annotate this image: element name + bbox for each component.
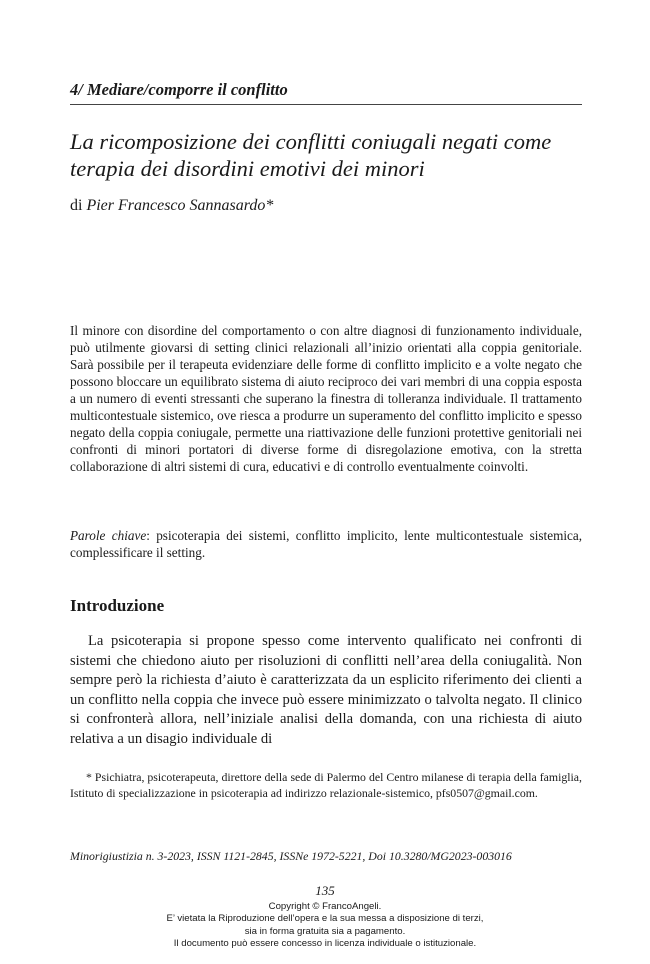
introduction-paragraph: La psicoterapia si propone spesso come intervento qualificato nei confronti di sistemi che chiedono aiuto per risoluzioni di conflitti nell’area della coniugalità. Non sempre però la richiesta d’aiuto è caratterizzata da un esplicito riferimento dei clienti a un conflitto nella coppia che invece può essere minimizzato o talvolta negato. Il clinico si confronterà allora, nell’iniziale analisi della domanda, con una richiesta di aiuto relativa a un disagio individuale di bbox=[70, 633, 582, 747]
page-number: 135 bbox=[315, 883, 335, 898]
keywords-label: Parole chiave bbox=[70, 528, 147, 543]
copyright-line: Copyright © FrancoAngeli. bbox=[268, 901, 382, 912]
copyright-line: Il documento può essere concesso in licenza individuale o istituzionale. bbox=[173, 938, 477, 950]
keywords bbox=[70, 527, 582, 561]
section-heading-introduction: Introduzione bbox=[70, 596, 165, 615]
author-line bbox=[70, 197, 273, 215]
article-title: La ricomposizione dei conflitti coniugali negati come terapia dei disordini emotivi dei minori bbox=[70, 129, 552, 181]
author-prefix: di bbox=[70, 197, 87, 214]
section-header: 4/ Mediare/comporre il conflitto bbox=[70, 80, 582, 105]
abstract: Il minore con disordine del comportamento o con altre diagnosi di funzionamento individuale, può utilmente giovarsi di setting clinici relazionali all’inizio orientati alla coppia genitoriale. Sarà possibile per il terapeuta evidenziare delle forme di conflitto implicito e a volte negato che possono bloccare un equilibrato sistema di aiuto reciproco dei vari membri di una coppia esposta a un numero di eventi stressanti che superano la finestra di tolleranza individuale. Il trattamento multicontestuale sistemico, ove riesca a produrre un superamento del conflitto implicito e spesso negato della coppia coniugale, permette una riattivazione delle funzioni protettive genitoriali nei confronti di minori portatori di diverse forme di disregolazione emotiva, con la stretta collaborazione di altri sistemi di cura, educativi e di controllo eventualmente coinvolti. bbox=[70, 323, 582, 474]
keywords-text: : psicoterapia dei sistemi, conflitto implicito, lente multicontestuale sistemica, complessificare il setting. bbox=[70, 528, 582, 560]
author-footnote: * Psichiatra, psicoterapeuta, direttore della sede di Palermo del Centro milanese di terapia della famiglia, Istituto di specializzazione in psicoterapia ad indirizzo relazionale-sistemico, pfs0507@gmail.com. bbox=[70, 770, 582, 800]
journal-citation: Minorigiustizia n. 3-2023, ISSN 1121-2845, ISSNe 1972-5221, Doi 10.3280/MG2023-003016 bbox=[70, 849, 512, 863]
author-name: Pier Francesco Sannasardo* bbox=[86, 197, 274, 214]
copyright-notice bbox=[0, 901, 650, 951]
copyright-line: E’ vietata la Riproduzione dell’opera e la sua messa a disposizione di terzi, bbox=[166, 913, 484, 925]
copyright-line: sia in forma gratuita sia a pagamento. bbox=[244, 925, 406, 937]
